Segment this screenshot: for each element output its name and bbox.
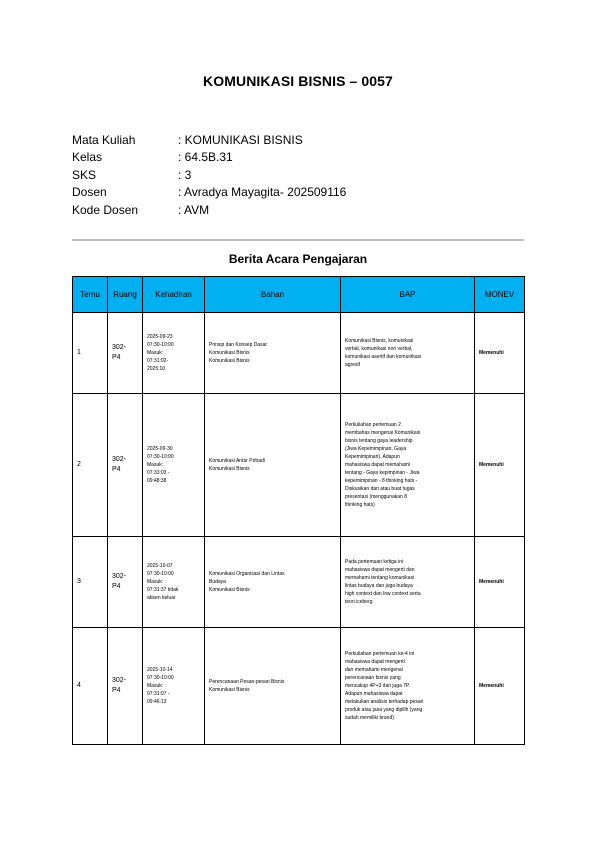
table-row xyxy=(73,313,525,394)
cell-kehadiran: 2025-10-14 07:30-10:00 Masuk: 07:31:07 - 09:46:13 xyxy=(143,628,205,745)
cell-temu: 2 xyxy=(73,394,108,537)
cell-temu: 1 xyxy=(73,313,108,394)
cell-bap: Komunikasi Bisnis, komunikasi verbal, komunikasi non verbal, komunikasi asertif dan komunikasi agresif xyxy=(341,313,475,394)
info-row-matakuliah xyxy=(72,131,346,149)
cell-ruang: 302- P4 xyxy=(108,628,143,745)
cell-bahan: Komunikasi Antar Pribadi Komunikasi Bisnis xyxy=(205,394,341,537)
header-temu: Temu xyxy=(73,277,108,313)
cell-temu: 4 xyxy=(73,628,108,745)
cell-monev: Memenuhi xyxy=(475,537,525,628)
kode-dosen-label: Kode Dosen xyxy=(72,202,139,217)
table-caption: Berita Acara Pengajaran xyxy=(228,252,368,266)
cell-ruang: 302- P4 xyxy=(108,537,143,628)
cell-kehadiran: 2025-09-30 07:30-10:00 Masuk: 07:33:03 - 09:48:38 xyxy=(143,394,205,537)
section-divider xyxy=(72,239,524,241)
info-row-kelas xyxy=(72,149,346,167)
cell-bap: Pada pertemuan ketiga ini mahasiswa dapat mengerti dan memahami tentang komunikasi lintas budaya dan juga budaya high context dan low context serta teori iceberg xyxy=(341,537,475,628)
info-row-sks xyxy=(72,166,346,184)
teaching-record-table xyxy=(72,276,525,745)
cell-bahan: Perencanaan Pesan-pesan Bisnis Komunikasi Bisnis xyxy=(205,628,341,745)
cell-bahan: Komunikasi Organisasi dan Lintas Budaya Komunikasi Bisnis xyxy=(205,537,341,628)
dosen-label: Dosen xyxy=(72,185,107,200)
kelas-label: Kelas xyxy=(72,150,103,165)
header-bap: BAP xyxy=(341,277,475,313)
cell-ruang: 302- P4 xyxy=(108,313,143,394)
kelas-value: : 64.5B.31 xyxy=(178,150,233,165)
header-monev: MONEV xyxy=(475,277,525,313)
cell-monev: Memenuhi xyxy=(475,628,525,745)
cell-ruang: 302- P4 xyxy=(108,394,143,537)
cell-kehadiran: 2025-10-07 07:30-10:00 Masuk: 07:31:37 tidak absen keluar xyxy=(143,537,205,628)
table-header-row xyxy=(73,277,525,313)
dosen-value: : Avradya Mayagita- 202509116 xyxy=(178,185,347,200)
cell-monev: Memenuhi xyxy=(475,313,525,394)
table-row xyxy=(73,537,525,628)
header-bahan: Bahan xyxy=(205,277,341,313)
cell-bahan: Prinsip dan Konsep Dasar Komunikasi Bisnis Komunikasi Bisnis xyxy=(205,313,341,394)
info-row-kode-dosen xyxy=(72,201,346,219)
kode-dosen-value: : AVM xyxy=(178,202,210,217)
matakuliah-label: Mata Kuliah xyxy=(72,132,136,147)
sks-value: : 3 xyxy=(178,167,192,182)
header-ruang: Ruang xyxy=(108,277,143,313)
matakuliah-value: : KOMUNIKASI BISNIS xyxy=(178,132,303,147)
sks-label: SKS xyxy=(72,167,97,182)
cell-temu: 3 xyxy=(73,537,108,628)
cell-bap: Perkuliahan pertemuan 2 membahas mengenai Komunikasi bisnis tentang gaya leadership (Jiwa Kepemimpinan, Gaya Kepemimpinan). Adapun mahasiswa dapat memahami tentang:- Gaya kepimpinan - Jiwa kepemimpinan - 8 thinking hats - Diskusikan dan atau buat tugas presentasi (menggunakan 8 thinking hats) xyxy=(341,394,475,537)
table-row xyxy=(73,394,525,537)
document-title: KOMUNIKASI BISNIS – 0057 xyxy=(203,73,393,89)
cell-monev: Memenuhi xyxy=(475,394,525,537)
info-row-dosen xyxy=(72,184,346,202)
header-kehadiran: Kehadiran xyxy=(143,277,205,313)
table-row xyxy=(73,628,525,745)
cell-kehadiran: 2025-09-23 07:30-10:00 Masuk: 07:31:02- 2025:10 xyxy=(143,313,205,394)
course-info xyxy=(72,131,346,219)
cell-bap: Perkuliahan pertemuan ke-4 ini mahasiswa dapat mengerti dan memahami mengenai perencanaan bisnis yang mencakup 4P+3 dan juga 7P. Adapun mahasiswa dapat melakukan analisis terhadap pesan produk atau jasa yang dipilih (yang sudah memiliki brand). xyxy=(341,628,475,745)
